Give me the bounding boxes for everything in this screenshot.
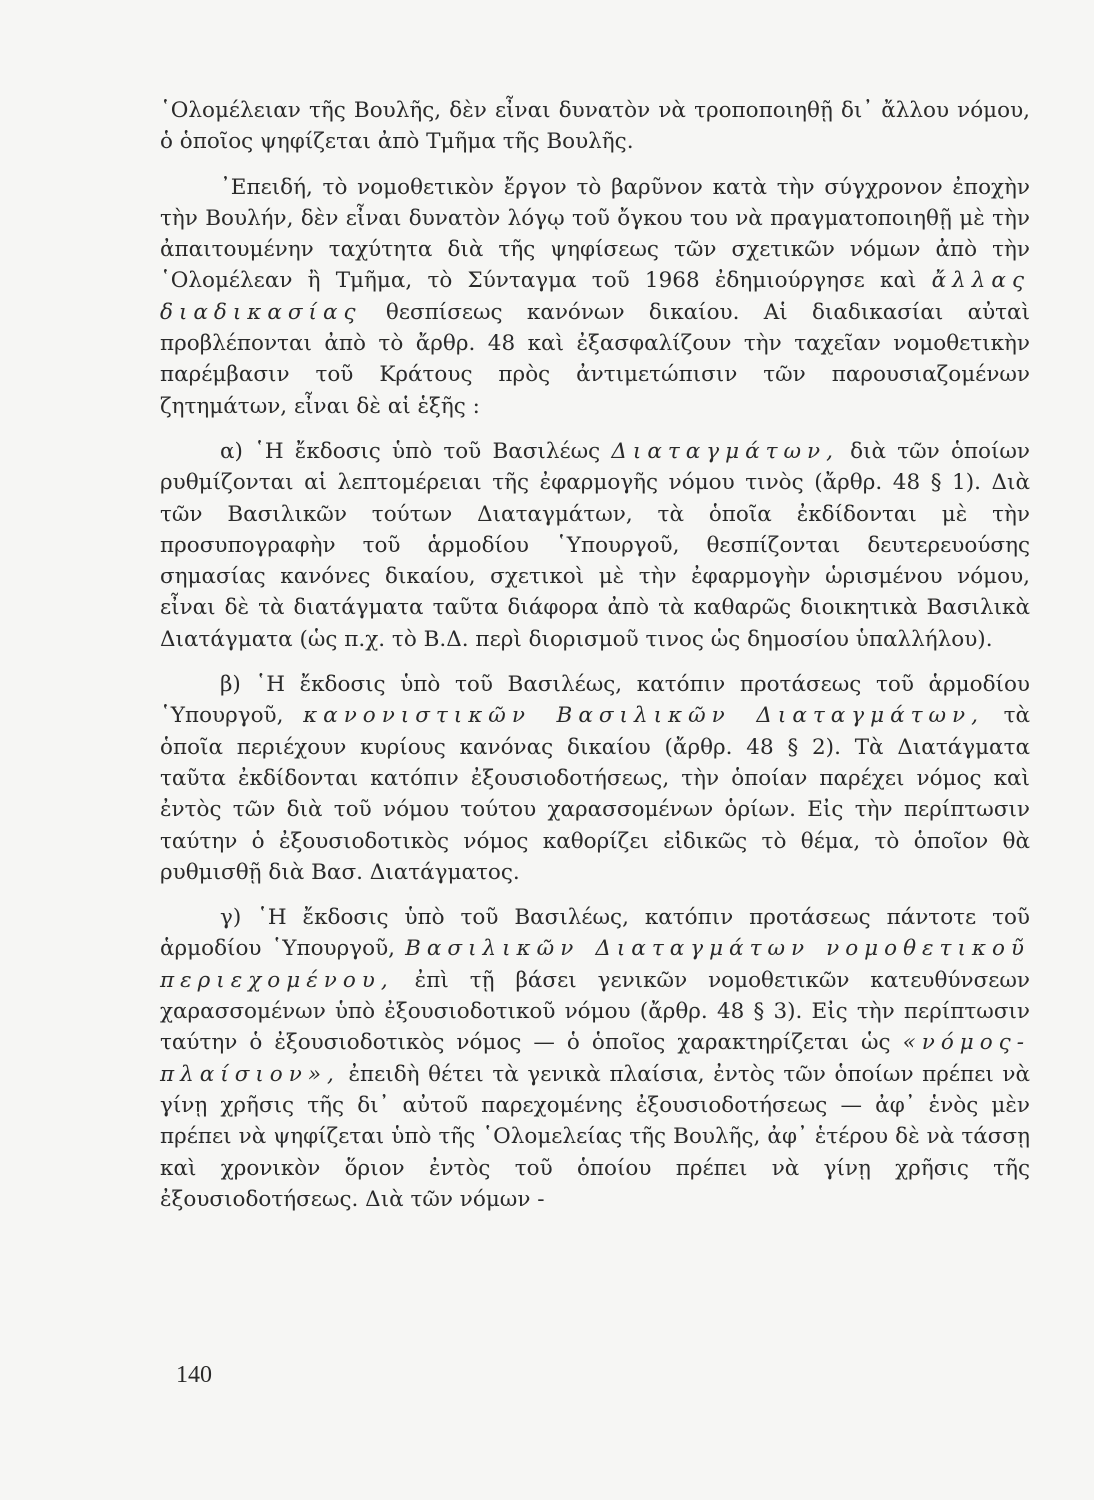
paragraph-2-emphasis: ἄλλας διαδικασίας: [160, 268, 1030, 325]
paragraph-b-start: β) ῾Η ἔκδοσις ὑπὸ τοῦ Βασιλέως, κατόπιν προτάσεως τοῦ ἁρμοδίου ῾Υπουργοῦ,: [160, 672, 1030, 729]
paragraph-2: [160, 172, 1030, 422]
paragraph-a-rest: διὰ τῶν ὁποίων ρυθμίζονται αἱ λεπτομέρειαι τῆς ἐφαρμογῆς νόμου τινὸς (ἄρθρ. 48 § 1). Διὰ τῶν Βασιλικῶν τούτων Διαταγμάτων, τὰ ὁποῖα ἐκδίδονται μὲ τὴν προσυπογραφὴν τοῦ ἁρμοδίου ῾Υπουργοῦ, θεσπίζονται δευτερευούσης σημασίας κανόνες δικαίου, σχετικοὶ μὲ τὴν ἐφαρμογὴν ὡρισμένου νόμου, εἶναι δὲ τὰ διατάγματα ταῦτα διάφορα ἀπὸ τὰ καθαρῶς διοικητικὰ Βασιλικὰ Διατάγματα (ὡς π.χ. τὸ Β.Δ. περὶ διορισμοῦ τινος ὡς δημοσίου ὑπαλλήλου).: [160, 438, 1030, 652]
paragraph-c-rest: ἐπειδὴ θέτει τὰ γενικὰ πλαίσια, ἐντὸς τῶν ὁποίων πρέπει νὰ γίνῃ χρῆσις τῆς δι᾽ αὐτοῦ παρεχομένης ἐξουσιοδοτήσεως — ἀφ᾽ ἑνὸς μὲν πρέπει νὰ ψηφίζεται ὑπὸ τῆς ῾Ολομελείας τῆς Βουλῆς, ἀφ᾽ ἑτέρου δὲ νὰ τάσσῃ καὶ χρονικὸν ὅριον ἐντὸς τοῦ ὁποίου πρέπει νὰ γίνῃ χρῆσις τῆς ἐξουσιοδοτήσεως. Διὰ τῶν νόμων -: [160, 1061, 1030, 1212]
paragraph-a: [160, 436, 1030, 655]
page-body: [160, 95, 1030, 1229]
paragraph-1: ῾Ολομέλειαν τῆς Βουλῆς, δὲν εἶναι δυνατὸν νὰ τροποποιηθῇ δι᾽ ἄλλου νόμου, ὁ ὁποῖος ψηφίζεται ἀπὸ Τμῆμα τῆς Βουλῆς.: [160, 98, 1030, 155]
paragraph-c-emphasis: Βασιλικῶν Διαταγμάτων νομοθετικοῦ περιεχομένου,: [160, 936, 1030, 993]
paragraph-a-start: α) ῾Η ἔκδοσις ὑπὸ τοῦ Βασιλέως: [220, 438, 601, 464]
paragraph-c-start: γ) ῾Η ἔκδοσις ὑπὸ τοῦ Βασιλέως, κατόπιν προτάσεως πάντοτε τοῦ ἁρμοδίου ῾Υπουργοῦ,: [160, 905, 1030, 962]
paragraph-b: [160, 669, 1030, 888]
paragraph-2-rest: θεσπίσεως κανόνων δικαίου. Αἱ διαδικασίαι αὐταὶ προβλέπονται ἀπὸ τὸ ἄρθρ. 48 καὶ ἐξασφαλίζουν τὴν ταχεῖαν νομοθετικὴν παρέμβασιν τοῦ Κράτους πρὸς ἀντιμετώπισιν τῶν παρουσιαζομένων ζητημάτων, εἶναι δὲ αἱ ἑξῆς :: [160, 299, 1031, 419]
paragraph-a-emphasis: Διαταγμάτων,: [611, 438, 839, 464]
paragraph-c-middle: ἐπὶ τῇ βάσει γενικῶν νομοθετικῶν κατευθύνσεων χαρασσομένων ὑπὸ ἐξουσιοδοτικοῦ νόμου (ἄρθρ. 48 § 3). Εἰς τὴν περίπτωσιν ταύτην ὁ ἐξουσιοδοτικὸς νόμος — ὁ ὁποῖος χαρακτηρίζεται ὡς: [160, 967, 1030, 1056]
paragraph-c: [160, 902, 1030, 1215]
paragraph-c-emphasis-2: «νόμος-πλαίσιον»,: [160, 1030, 1030, 1087]
paragraph-2-start: ᾽Επειδή, τὸ νομοθετικὸν ἔργον τὸ βαρῦνον κατὰ τὴν σύγχρονον ἐποχὴν τὴν Βουλήν, δὲν εἶναι δυνατὸν λόγῳ τοῦ ὄγκου του νὰ πραγματοποιηθῇ μὲ τὴν ἀπαιτουμένην ταχύτητα διὰ τῆς ψηφίσεως τῶν σχετικῶν νόμων ἀπὸ τὴν ῾Ολομέλεαν ἢ Τμῆμα, τὸ Σύνταγμα τοῦ 1968 ἐδημιούργησε καὶ: [160, 174, 1030, 294]
page-number: 140: [176, 1362, 212, 1388]
paragraph-b-rest: τὰ ὁποῖα περιέχουν κυρίους κανόνας δικαίου (ἄρθρ. 48 § 2). Τὰ Διατάγματα ταῦτα ἐκδίδονται κατόπιν ἐξουσιοδοτήσεως, τὴν ὁποίαν παρέχει νόμος καὶ ἐντὸς τῶν διὰ τοῦ νόμου τούτου χαρασσομένων ὁρίων. Εἰς τὴν περίπτωσιν ταύτην ὁ ἐξουσιοδοτικὸς νόμος καθορίζει εἰδικῶς τὸ θέμα, τὸ ὁποῖον θὰ ρυθμισθῇ διὰ Βασ. Διατάγματος.: [160, 703, 1030, 885]
paragraph-b-emphasis: κανονιστικῶν Βασιλικῶν Διαταγμάτων,: [303, 703, 984, 729]
